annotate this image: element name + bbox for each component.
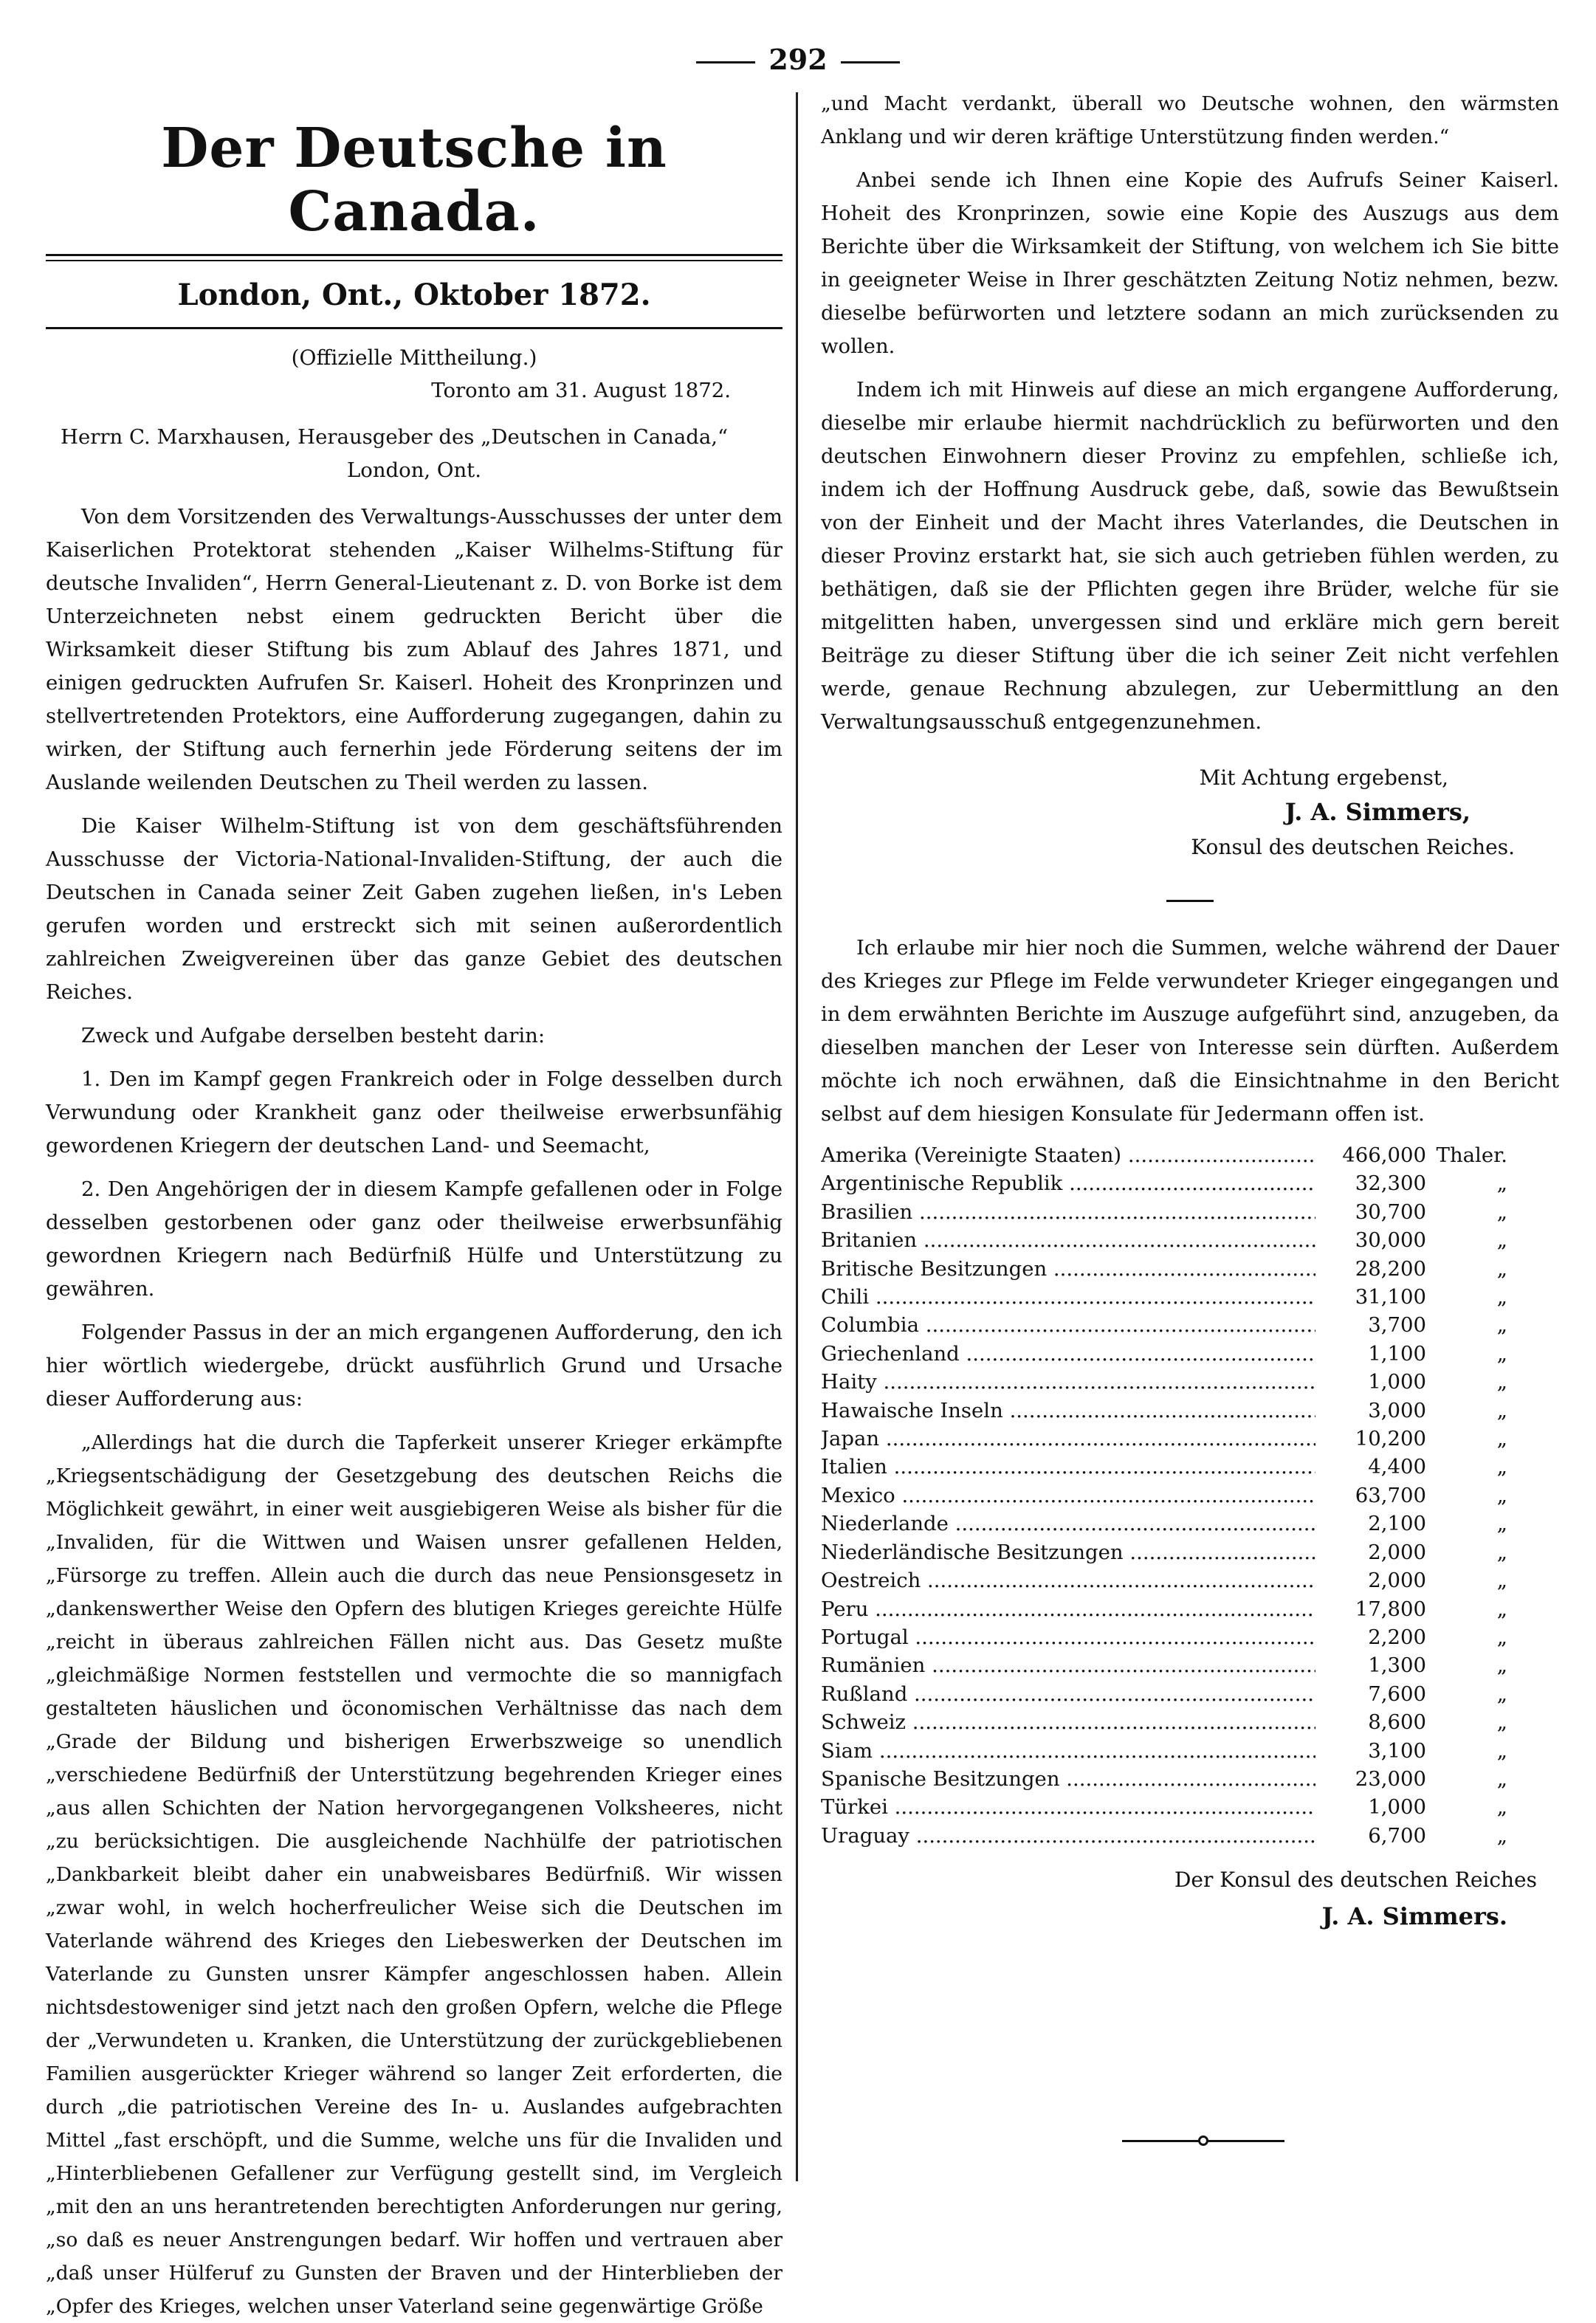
table-row [821,1822,1515,1850]
amount-unit: „ [1496,1597,1507,1621]
amount-value: 10,200 [1355,1427,1426,1451]
table-row [821,1623,1515,1651]
country-name: Schweiz ..... [821,1708,1315,1736]
paragraph: Folgender Passus in der an mich ergangenen Aufforderung, den ich hier wörtlich wiedergebe, drückt ausführlich Grund und Ursache dieser Aufforderung aus: [46,1321,782,1411]
country-name: Rußland ..... [821,1680,1315,1708]
amount-value: 32,300 [1355,1171,1426,1196]
list-item: 2. Den Angehörigen der in diesem Kampfe gefallenen oder in Folge desselben gestorbenen oder ganz oder theilweise erwerbsunfähig gewordnen Kriegern nach Bedürfniß Hülfe und Unterstützung zu gewähren. [46,1177,782,1301]
signoff-name: J. A. Simmers. [1321,1902,1507,1931]
dateline: London, Ont., Oktober 1872. [177,278,651,312]
sums-table [821,1141,1515,1850]
table-row [821,1425,1515,1453]
amount-unit: „ [1496,1653,1507,1678]
amount-value: 1,100 [1368,1341,1426,1366]
country-name: Rumänien ..... [821,1651,1315,1679]
spacer [46,1163,782,1173]
country-name: Britische Besitzungen ..... [821,1255,1315,1283]
addressee: Herrn C. Marxhausen, Herausgeber des „Deutschen in Canada,“ [61,425,729,449]
closing-salutation: Mit Achtung ergebenst, [1199,765,1448,790]
page-number-text: 292 [768,43,828,76]
country-name: Portugal ..... [821,1623,1315,1651]
spacer [821,154,1559,164]
country-name: Siam ..... [821,1737,1315,1765]
place-date: Toronto am 31. August 1872. [431,379,731,402]
amount-unit: „ [1496,1512,1507,1536]
country-name: Chili ..... [821,1283,1315,1311]
amount-value: 2,100 [1368,1512,1426,1536]
country-name: Uraguay ..... [821,1822,1315,1850]
amount-unit: „ [1496,1738,1507,1763]
amount-value: 1,300 [1368,1653,1426,1678]
table-row [821,1793,1515,1821]
amount-value: 466,000 [1342,1143,1426,1167]
amount-value: 17,800 [1355,1597,1426,1621]
masthead: Der Deutsche in Canada. [161,117,667,244]
country-name: Argentinische Republik ..... [821,1169,1315,1197]
country-name: Columbia ..... [821,1311,1315,1339]
amount-unit: „ [1496,1569,1507,1593]
country-name: Britanien ..... [821,1226,1315,1254]
table-row [821,1453,1515,1481]
amount-unit: „ [1496,1200,1507,1224]
country-name: Hawaische Inseln ..... [821,1397,1315,1425]
amount-value: 2,000 [1368,1569,1426,1593]
country-name: Peru ..... [821,1595,1315,1623]
spacer [46,799,782,810]
paragraph: Anbei sende ich Ihnen eine Kopie des Aufrufs Seiner Kaiserl. Hoheit des Kronprinzen, sowie eine Kopie des Auszugs aus dem Berichte über die Wirksamkeit der Stiftung, von welchem ich Sie bitte in geeigneter Weise in Ihrer geschätzten Zeitung Notiz nehmen, bezw. dieselbe befürworten und letztere sodann an mich zurücksenden zu wollen. [821,168,1559,358]
table-row [821,1226,1515,1254]
spacer [46,1009,782,1019]
country-name: Mexico ..... [821,1481,1315,1510]
page-number [0,43,1596,76]
country-name: Niederlande ..... [821,1510,1315,1538]
page-number-dash-left [696,61,755,63]
official-note: (Offizielle Mittheilung.) [291,345,537,370]
table-row [821,1680,1515,1708]
amount-unit: „ [1496,1823,1507,1848]
sums-intro: Ich erlaube mir hier noch die Summen, welche während der Dauer des Krieges zur Pflege im Felde verwundeter Krieger eingegangen und in dem erwähnten Berichte im Auszuge aufgeführt sind, anzugeben, da dieselben manchen der Leser von Interesse sein dürften. Außerdem möchte ich noch erwähnen, daß die Einsichtnahme in den Bericht selbst auf dem hiesigen Konsulate für Jedermann offen ist. [821,936,1559,1126]
country-name: Türkei ..... [821,1793,1315,1821]
paragraph: Von dem Vorsitzenden des Verwaltungs-Ausschusses der unter dem Kaiserlichen Protektorat stehenden „Kaiser Wilhelms-Stiftung für deutsche Invaliden“, Herrn General-Lieutenant z. D. von Borke ist dem Unterzeichneten nebst einem gedruckten Bericht über die Wirksamkeit dieser Stiftung bis zum Ablauf des Jahres 1871, und einigen gedruckten Aufrufen Sr. Kaiserl. Hoheit des Kronprinzen und stellvertretenden Protektors, eine Aufforderung zugegangen, dahin zu wirken, der Stiftung auch fernerhin jede Förderung seitens der im Auslande weilenden Deutschen zu Theil werden zu lassen. [46,505,782,794]
amount-unit: Thaler. [1436,1143,1507,1167]
table-row [821,1510,1515,1538]
quote-continuation [821,87,1559,154]
table-row [821,1595,1515,1623]
table-row [821,1538,1515,1566]
amount-value: 31,100 [1355,1285,1426,1310]
amount-unit: „ [1496,1427,1507,1451]
quote-text: „und Macht verdankt, überall wo Deutsche wohnen, den wärmsten Anklang und wir deren kräftige Unterstützung finden werden.“ [821,92,1559,148]
amount-unit: „ [1496,1171,1507,1196]
amount-unit: „ [1496,1341,1507,1366]
amount-unit: „ [1496,1710,1507,1735]
amount-unit: „ [1496,1313,1507,1338]
amount-value: 23,000 [1355,1766,1426,1791]
country-name: Haity ..... [821,1368,1315,1396]
dateline-rule [46,327,782,329]
country-name: Niederländische Besitzungen ..... [821,1538,1315,1566]
amount-value: 4,400 [1368,1455,1426,1479]
closing-title: Konsul des deutschen Reiches. [1191,835,1515,859]
amount-unit: „ [1496,1483,1507,1507]
amount-unit: „ [1496,1540,1507,1564]
table-row [821,1397,1515,1425]
table-row [821,1708,1515,1736]
right-column [821,87,1559,1930]
spacer [821,363,1559,374]
table-row [821,1141,1515,1169]
amount-value: 2,200 [1368,1625,1426,1649]
spacer [46,1416,782,1426]
table-row [821,1198,1515,1226]
table-row [821,1340,1515,1368]
list-item: 1. Den im Kampf gegen Frankreich oder in Folge desselben durch Verwundung oder Krankheit ganz oder theilweise erwerbsunfähig gewordenen Kriegern der deutschen Land- und Seemacht, [46,1067,782,1157]
table-row [821,1481,1515,1510]
table-row [821,1737,1515,1765]
amount-unit: „ [1496,1455,1507,1479]
amount-value: 30,000 [1355,1228,1426,1253]
country-name: Japan ..... [821,1425,1315,1453]
table-row [821,1368,1515,1396]
spacer [46,1306,782,1316]
amount-value: 1,000 [1368,1370,1426,1394]
signoff: Der Konsul des deutschen Reiches [1174,1868,1537,1893]
amount-value: 8,600 [1368,1710,1426,1735]
page-number-dash-right [841,61,900,63]
paragraph: Die Kaiser Wilhelm-Stiftung ist von dem geschäftsführenden Ausschusse der Victoria-National-Invaliden-Stiftung, der auch die Deutschen in Canada seiner Zeit Gaben zugehen ließen, in's Leben gerufen worden und erstreckt sich mit seinen außerordentlich zahlreichen Zweigvereinen über das ganze Gebiet des deutschen Reiches. [46,814,782,1004]
country-name: Oestreich ..... [821,1566,1315,1594]
amount-value: 3,100 [1368,1738,1426,1763]
paragraph: Zweck und Aufgabe derselben besteht darin: [81,1024,546,1047]
amount-unit: „ [1496,1256,1507,1281]
country-name: Brasilien ..... [821,1198,1315,1226]
amount-value: 6,700 [1368,1823,1426,1848]
amount-value: 7,600 [1368,1682,1426,1706]
amount-unit: „ [1496,1285,1507,1310]
ornament-circle [1198,2136,1208,2146]
amount-unit: „ [1496,1398,1507,1422]
table-row [821,1311,1515,1339]
table-row [821,1255,1515,1283]
amount-value: 30,700 [1355,1200,1426,1224]
left-column [46,111,782,2323]
amount-unit: „ [1496,1228,1507,1253]
amount-value: 3,700 [1368,1313,1426,1338]
end-ornament [1122,2133,1284,2148]
table-row [821,1566,1515,1594]
amount-unit: „ [1496,1766,1507,1791]
amount-unit: „ [1496,1370,1507,1394]
paragraph: Indem ich mit Hinweis auf diese an mich ergangene Aufforderung, dieselbe mir erlaube hiermit nachdrücklich zu befürworten und den deutschen Einwohnern dieser Provinz zu empfehlen, schließe ich, indem ich der Hoffnung Ausdruck gebe, daß, sowie das Bewußtsein von der Einheit und der Macht ihres Vaterlandes, die Deutschen in dieser Provinz erstarkt hat, sie sich auch getrieben fühlen werden, zu bethätigen, daß sie der Pflichten gegen ihre Brüder, welche für sie mitgelitten haben, unvergessen sind und erkläre mich gern bereit Beiträge zu dieser Stiftung über die ich seiner Zeit nicht verfehlen werde, genaue Rechnung abzulegen, zur Uebermittlung an den Verwaltungsausschuß entgegenzunehmen. [821,378,1559,734]
amount-value: 1,000 [1368,1795,1426,1820]
addressee-city: London, Ont. [347,458,481,482]
amount-value: 3,000 [1368,1398,1426,1422]
amount-value: 28,200 [1355,1256,1426,1281]
table-row [821,1169,1515,1197]
country-name: Spanische Besitzungen ..... [821,1765,1315,1793]
table-row [821,1283,1515,1311]
amount-unit: „ [1496,1625,1507,1649]
masthead-rule [46,254,782,261]
quote-block [46,1426,782,2323]
country-name: Italien ..... [821,1453,1315,1481]
signature-name: J. A. Simmers, [1284,798,1471,826]
column-divider [796,92,798,2181]
country-name: Amerika (Vereinigte Staaten) ..... [821,1141,1315,1169]
amount-value: 63,700 [1355,1483,1426,1507]
amount-unit: „ [1496,1682,1507,1706]
amount-unit: „ [1496,1795,1507,1820]
amount-value: 2,000 [1368,1540,1426,1564]
table-row [821,1651,1515,1679]
closing-name [821,795,1559,830]
quote-text: „Allerdings hat die durch die Tapferkeit unserer Krieger erkämpfte „Kriegsentschädigung der Gesetzgebung des deutschen Reichs die Möglichkeit gewährt, in einer weit ausgiebigeren Weise als bisher für die „Invaliden, für die Wittwen und Waisen unsrer gefallenen Helden, „Fürsorge zu treffen. Allein auch die durch das neue Pensionsgesetz in „dankenswerther Weise den Opfern des blutigen Krieges gereichte Hülfe „reicht in überaus zahlreichen Fällen nicht aus. Das Gesetz mußte „gleichmäßige Normen feststellen und vermochte die so mannigfach gestalteten häuslichen und öconomischen Verhältnisse das nach dem „Grade der Bildung und bisherigen Erwerbszweige so unendlich „verschiedene Bedürfniß der Unterstützung begehrenden Krieger eines „aus allen Schichten der Nation hervorgegangenen Volksheeres, nicht „zu berücksichtigen. Die ausgleichende Nachhülfe der patriotischen „Dankbarkeit bleibt daher ein unabweisbares Bedürfniß. Wir wissen „zwar wohl, in welch hocherfreulicher Weise sich die Deutschen im Vaterlande während des Krieges den Liebeswerken der Deutschen im Vaterlande zu Gunsten unsrer Kämpfer angeschlossen haben. Allein nichtsdestoweniger sind jetzt nach den großen Opfern, welche die Pflege der „Verwundeten u. Kranken, die Unterstützung der zurückgebliebenen Familien ausgerückter Krieger während so langer Zeit erforderten, die durch „die patriotischen Vereine des In- u. Auslandes aufgebrachten Mittel „fast erschöpft, und die Summe, welche uns für die Invaliden und „Hinterbliebenen Gefallener zur Verfügung gestellt sind, im Vergleich „mit den an uns herantretenden berechtigten Anforderungen nur gering, „so daß es neuer Anstrengungen bedarf. Wir hoffen und vertrauen aber „daß unser Hülferuf zu Gunsten der Braven und der Hinterblieben der „Opfer des Krieges, welchen unser Vaterland seine gegenwärtige Größe [46,1431,782,2318]
country-name: Griechenland ..... [821,1340,1315,1368]
table-row [821,1765,1515,1793]
spacer [46,1053,782,1063]
section-rule [1166,900,1214,902]
